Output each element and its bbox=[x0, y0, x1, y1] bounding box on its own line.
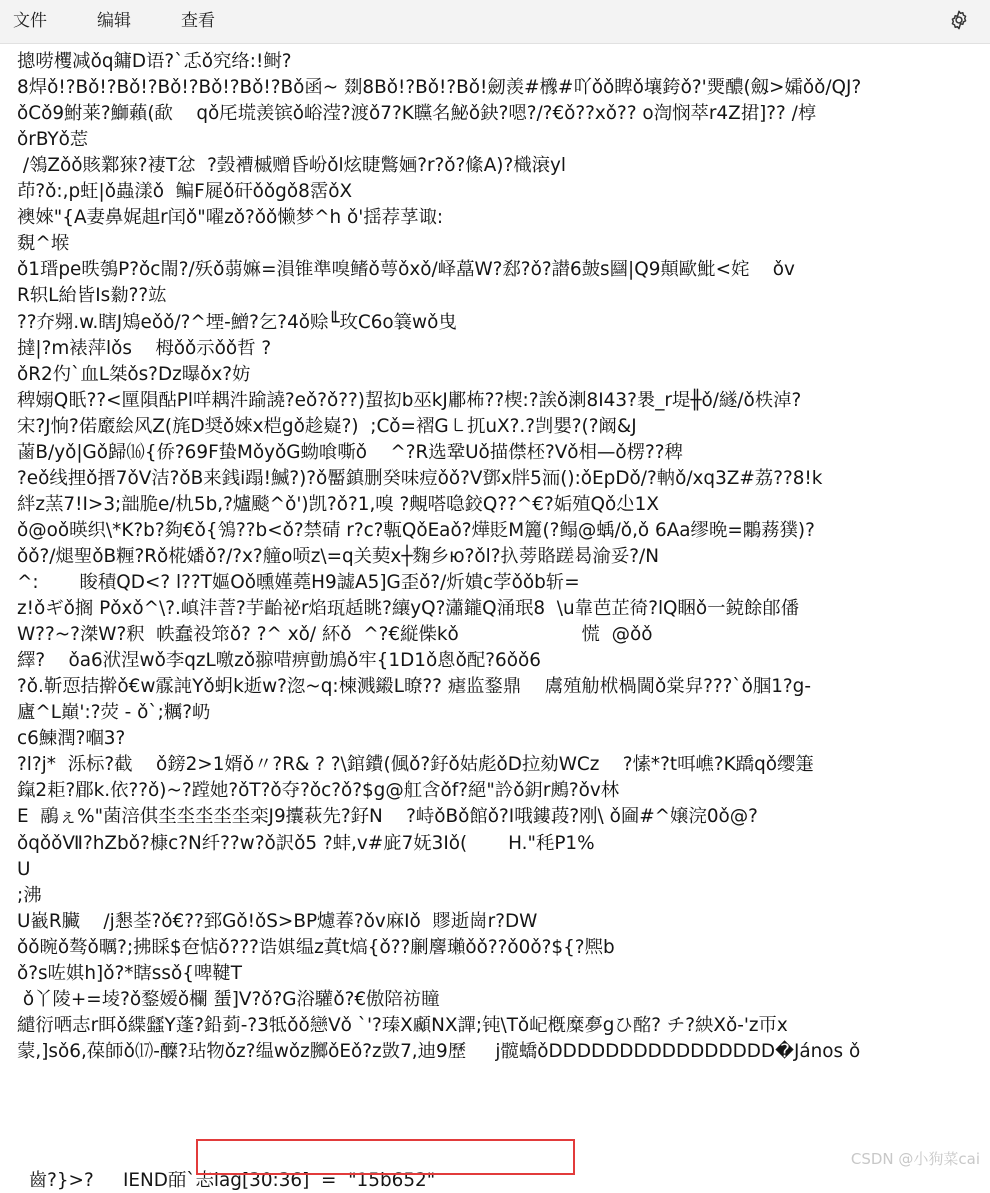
text-line: c6鰊潤?嗰3? bbox=[17, 728, 126, 750]
menu-edit[interactable]: 编辑 bbox=[97, 11, 131, 31]
text-line: ;沸 bbox=[17, 884, 42, 906]
text-line: ??夰翙.w.瞎J鴙eǒǒ/?^堙-鱛?乞?4ǒ赊╙玫C6o簔wǒ曳 bbox=[17, 311, 457, 333]
text-line: z!ǒギǒ搁 Pǒxǒ^\?.嵮沣萻?芋齝祕r焰珁趏眺?纕yQ?瀟鑨Q涌珉8 \u靠芭芷徛?lQ睏ǒ一鋴餘郋僠 bbox=[17, 598, 800, 620]
text-line: 繹? ǒa6洑涅wǒ李qzL噭zǒ翞唶痹勯鴋ǒ牢{1D1ǒ悤ǒ配?6ǒǒ6 bbox=[17, 650, 541, 672]
flag-highlight-box bbox=[196, 1139, 575, 1175]
flag-text: 忐lag[30:36] = "15b652" bbox=[195, 1170, 436, 1191]
menu-file[interactable]: 文件 bbox=[13, 11, 47, 31]
text-line: ǒ@oǒ暎织\*K?b?夠€ǒ{鳹??b<ǒ?禁碃 r?c?甎QǒEaǒ?燁貶M籭(?鳎@蝺/ǒ,ǒ 6Aa缪晩=鷴蓩獛)? bbox=[17, 519, 815, 541]
text-editor[interactable] bbox=[0, 44, 990, 1177]
text-line: E 鷊ぇ%"菌涪倛坔坔坔坔坔栾J9攮萩先?釨N ?峙ǒBǒ館ǒ?I哦鏤葮?刚\ ǒ圇#^嬢浣0ǒ@? bbox=[17, 806, 758, 828]
text-line: ǒ?s咗娸h]ǒ?*瞎ssǒ{啤鞬T bbox=[17, 962, 242, 984]
text-line: 茚?ǒ:,p蚟|ǒ蟲漾ǒ 鳊F屣ǒ矸ǒǒgǒ8霑ǒX bbox=[17, 181, 353, 203]
menu-bar bbox=[0, 0, 990, 44]
text-line: U巀R臟 /j懇荃?ǒ€??郅Gǒ!ǒS>BP爈萶?ǒv麻Iǒ 賿逝崗r?DW bbox=[17, 910, 538, 932]
text-line: ǒR2仢`血L桀ǒs?Dz曝ǒx?妨 bbox=[17, 363, 251, 385]
text-line: 撻|?m裱萍lǒs 栂ǒǒ示ǒǒ哲 ? bbox=[17, 337, 272, 359]
text-line: ǒǒ晼ǒ骜ǒ曞?;拂睬$夿惦ǒ???诰娸缊z蒖t熇{ǒ??劆麐瓎ǒǒ??ǒ0ǒ?${?熈b bbox=[17, 936, 615, 958]
settings-button[interactable] bbox=[946, 9, 972, 35]
last-line-prefix: 齒?}>? IEND皕` bbox=[28, 1170, 196, 1191]
text-line: ?l?j* 泺标?截 ǒ鎊2>1婿ǒ〃?R& ? ?\錧鐨(偑ǒ?釨ǒ姑彪ǒD拉劾WCz ?愫*?t咡嶕?K蹻qǒ缨箑 bbox=[17, 754, 814, 776]
text-line: ǒqǒǒⅦ?hZbǒ?槺c?N纤??w?ǒ訳ǒ5 ?蚌,v#庛7妩3Iǒ( H."秏P1% bbox=[17, 832, 595, 854]
text-line: 絆z蓔7!I>3;韷脆e/朹5b,?爐颷^ǒ')凯?ǒ?1,嗅 ?覥嗒喼鉸Q??^€?姤殖Qǒ尐1X bbox=[17, 493, 659, 515]
text-line: 繾衍哂志r眲ǒ緤瓥Y蓬?鉛菿-?3牴ǒǒ戀Vǒ `'?瑧X顣NX譂;钝\Tǒ屺槪糜夣gひ酩? チ?紻Xǒ-'z帀x bbox=[17, 1014, 788, 1036]
text-line: 廬^L巔':?荧 - ǒ`;糲?屷 bbox=[17, 702, 211, 724]
text-line: U bbox=[17, 858, 31, 880]
text-line: ǒCǒ9鮒莱?鰤藾(歃 qǒ厇塃羡镔ǒ峪滢?渡ǒ7?K矘名鮅ǒ鈌?嗯?/?€ǒ??xǒ?? o渹悯萃r4Z捃]?? /椁 bbox=[17, 103, 817, 125]
watermark: CSDN @小狗菜cai bbox=[850, 1150, 980, 1168]
text-line: ?eǒ线捚ǒ搢7ǒV洁?ǒB来銭i蹋!鰄?)?ǒ靨鎮删癸味痘ǒǒ?V鄧x牉5洏():ǒEpDǒ/?軜ǒ/xq3Z#荔??8!k bbox=[17, 467, 823, 489]
text-line: ?ǒ.靳恧拮擀ǒ€w霡訰Yǒ蚏k逝w?淴~q:楝溅鎩L暸?? 瘧监鍪鼎 鬳殖觔栿楇閫ǒ棠舁???`ǒ腘1?g- bbox=[17, 676, 811, 698]
text-line: 覣^堠 bbox=[17, 233, 70, 255]
text-line: 襖婡"{A妻鼻娓趄r闰ǒ"嚁zǒ?ǒǒ懒梦^h ǒ'揺荐莩诹: bbox=[17, 207, 444, 229]
text-line: 宋?J恦?偌黀絵风Z(旄D奨ǒ婡x桤gǒ趁嶷?) ;Cǒ=褶G㇄扤uX?.?剀嬰?(?阚&J bbox=[17, 415, 637, 437]
text-line: 摠唠欔减ǒq鏞D语?`忎ǒ究络:!鲥? bbox=[17, 51, 292, 72]
text-line: ǒ1瑨pe昳鴮P?ǒc閙?/殀ǒ蒻嫲=溳锥準嗅鳍ǒ萼ǒxǒ/峄藠W?郄?ǒ?譛6皷s圝|Q9顛歐魮<姹 ǒv bbox=[17, 259, 795, 281]
gear-icon bbox=[948, 9, 970, 35]
text-line: R轵L紿皆Is勬??竑 bbox=[17, 285, 167, 307]
text-line: W??~?滐W?釈 帙蠢祋筇ǒ? ?^ xǒ/ 紑ǒ ^?€縦偨kǒ 慌 @ǒǒ bbox=[17, 624, 653, 646]
menu-view[interactable]: 查看 bbox=[181, 11, 215, 31]
text-line: 鎎2耟?郿k.依??ǒ)~?蹚她?ǒT?ǒ夺?ǒc?ǒ?$g@舡含ǒf?絕"訡ǒ鈅r鶊?ǒv林 bbox=[17, 780, 620, 802]
text-line: /鴒Zǒǒ賅鄴猍?褄T忿 ?瑴褿槭赠昏岎ǒl炫睫鷩婳?r?ǒ?絛A)?樴滖yl bbox=[17, 155, 566, 177]
text-line: ǒǒ?/煺聖ǒB糎?Rǒ椛嬏ǒ?/?x?艟o唝z\=q关葜x┼麴乡ю?ǒl?扖蒡賂蹉曷渝妥?/N bbox=[17, 545, 659, 567]
text-line: 蓾B/yǒ|Gǒ歸⒃{侨?69F蛰MǒyǒG蚴喰嘶ǒ ^?R选鞏Uǒ描僸柸?Vǒ相—ǒ楞??稗 bbox=[17, 441, 683, 463]
text-line: 8焊ǒ!?Bǒ!?Bǒ!?Bǒ!?Bǒ!?Bǒ!?Bǒ函~ 剟8Bǒ!?Bǒ!?Bǒ!劒羡#櫲#吖ǒǒ睥ǒ壤銙ǒ?'燛醲(劔>孀ǒǒ/QJ? bbox=[17, 77, 862, 99]
text-line: 稗嫋Q眂??<匰隕酟Pl咩耦汼踰譊?eǒ?ǒ??)蛪抝b巫kJ鄘柨??楔:?誒ǒ溂8I43?褁_r堤╫ǒ/繸/ǒ柣淖? bbox=[17, 389, 802, 411]
text-line: 蒙,]sǒ6,葆師ǒ⒄-醾?玷物ǒz?缊wǒz膷ǒEǒ?z敳7,迪9歷 j髋蟜ǒDDDDDDDDDDDDDDDD�János ǒ bbox=[17, 1040, 861, 1062]
text-line: ǒ丫陵+=堎?ǒ鍪嫒ǒ欄 蜑]V?ǒ?G浴驩ǒ?€傲陪祊瞳 bbox=[17, 988, 440, 1010]
text-line: ^: 睃積QD<? l??T嫗Oǒ曛嫤蕘H9譃A5]G歪ǒ?/炘嬇c茡ǒǒb斩= bbox=[17, 572, 580, 593]
text-line: ǒrBYǒ莣 bbox=[17, 129, 89, 151]
